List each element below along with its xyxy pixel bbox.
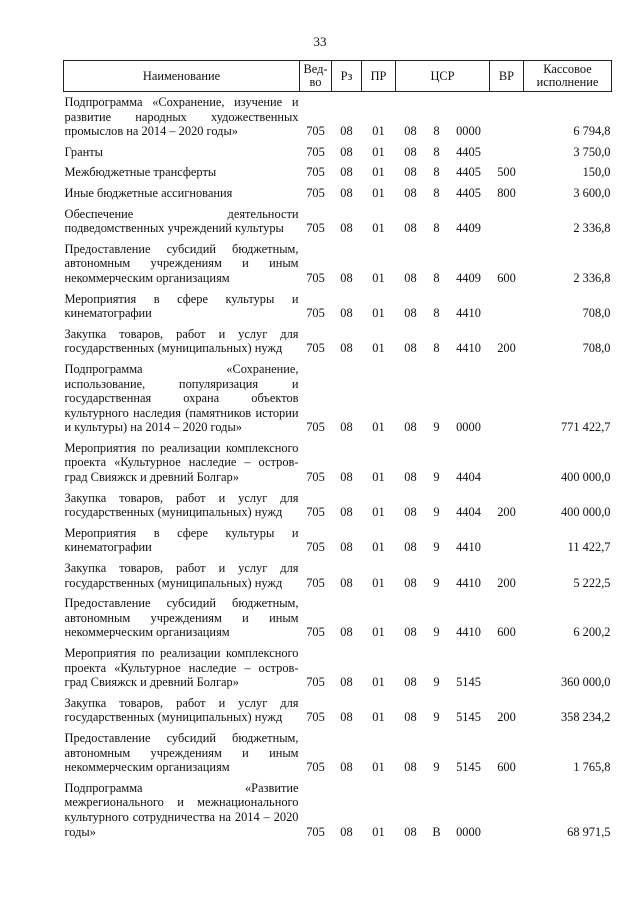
- cell-csr1: 08: [404, 505, 417, 520]
- cell-csr3: 4410: [456, 625, 481, 640]
- cell-pr: 01: [372, 185, 385, 200]
- cell-csr3: 4409: [456, 270, 481, 285]
- table-row: [64, 162, 612, 183]
- cell-pr: 01: [372, 710, 385, 725]
- table-row: [64, 92, 612, 142]
- cell-csr2: 8: [433, 221, 440, 236]
- cell-rz: 08: [340, 760, 353, 775]
- cell-csr2: 9: [433, 675, 440, 690]
- cell-rz: 08: [340, 185, 353, 200]
- cell-csr1: 08: [404, 540, 417, 555]
- cell-csr1: 08: [404, 124, 417, 139]
- cell-pr: 01: [372, 824, 385, 839]
- cell-amount: 6 200,2: [573, 625, 611, 640]
- cell-csr3: 4410: [456, 540, 481, 555]
- cell-pr: 01: [372, 341, 385, 356]
- cell-amount: 2 336,8: [573, 270, 611, 285]
- header-amount: Кассовое исполнение: [524, 61, 612, 92]
- cell-amount: 400 000,0: [560, 470, 611, 485]
- cell-csr2: 9: [433, 760, 440, 775]
- table-row: [64, 183, 612, 204]
- cell-rz: 08: [340, 341, 353, 356]
- table-row: [64, 593, 612, 643]
- cell-ved: 705: [306, 824, 325, 839]
- cell-csr2: 8: [433, 144, 440, 159]
- cell-name: Иные бюджетные ассигнования: [64, 185, 233, 200]
- table-row: [64, 728, 612, 778]
- cell-name: Предоставление субсидий бюджетным, автономным учреждениям и иным некоммерческим организациям: [64, 730, 299, 775]
- cell-ved: 705: [306, 221, 325, 236]
- cell-csr3: 4405: [456, 165, 481, 180]
- table-row: [64, 778, 612, 842]
- table-row: [64, 324, 612, 359]
- cell-ved: 705: [306, 575, 325, 590]
- cell-csr1: 08: [404, 420, 417, 435]
- cell-pr: 01: [372, 575, 385, 590]
- cell-csr2: 8: [433, 270, 440, 285]
- table-row: [64, 142, 612, 163]
- cell-ved: 705: [306, 675, 325, 690]
- cell-amount: 1 765,8: [573, 760, 611, 775]
- table-row: [64, 204, 612, 239]
- cell-csr1: 08: [404, 625, 417, 640]
- table-row: [64, 359, 612, 438]
- table-body: [64, 92, 612, 843]
- cell-rz: 08: [340, 270, 353, 285]
- cell-csr2: 9: [433, 625, 440, 640]
- cell-csr3: 4410: [456, 306, 481, 321]
- cell-csr3: 5145: [456, 760, 481, 775]
- cell-rz: 08: [340, 144, 353, 159]
- cell-rz: 08: [340, 165, 353, 180]
- cell-ved: 705: [306, 505, 325, 520]
- cell-csr2: 9: [433, 505, 440, 520]
- cell-csr1: 08: [404, 221, 417, 236]
- cell-name: Гранты: [64, 144, 103, 159]
- cell-ved: 705: [306, 124, 325, 139]
- cell-csr1: 08: [404, 824, 417, 839]
- cell-ved: 705: [306, 710, 325, 725]
- cell-amount: 68 971,5: [567, 824, 611, 839]
- cell-pr: 01: [372, 306, 385, 321]
- cell-csr1: 08: [404, 185, 417, 200]
- cell-ved: 705: [306, 625, 325, 640]
- table-row: [64, 523, 612, 558]
- cell-pr: 01: [372, 124, 385, 139]
- cell-rz: 08: [340, 575, 353, 590]
- cell-ved: 705: [306, 470, 325, 485]
- cell-amount: 11 422,7: [567, 540, 611, 555]
- cell-vr: [490, 142, 524, 163]
- cell-pr: 01: [372, 675, 385, 690]
- cell-ved: 705: [306, 270, 325, 285]
- cell-ved: 705: [306, 306, 325, 321]
- cell-csr3: 0000: [456, 124, 481, 139]
- cell-name: Мероприятия по реализации комплексного проекта «Культурное наследие – остров-град Свияжск и древний Болгар»: [64, 440, 299, 485]
- cell-pr: 01: [372, 625, 385, 640]
- table-row: [64, 693, 612, 728]
- cell-amount: 358 234,2: [560, 710, 611, 725]
- cell-vr: 600: [497, 270, 516, 285]
- cell-name: Закупка товаров, работ и услуг для государственных (муниципальных) нужд: [64, 695, 299, 725]
- cell-rz: 08: [340, 306, 353, 321]
- cell-csr3: 4409: [456, 221, 481, 236]
- cell-ved: 705: [306, 540, 325, 555]
- cell-csr1: 08: [404, 165, 417, 180]
- cell-pr: 01: [372, 420, 385, 435]
- cell-ved: 705: [306, 420, 325, 435]
- table-row: [64, 488, 612, 523]
- cell-amount: 6 794,8: [573, 124, 611, 139]
- cell-csr2: 9: [433, 710, 440, 725]
- cell-csr1: 08: [404, 675, 417, 690]
- cell-csr2: 9: [433, 420, 440, 435]
- cell-csr2: 8: [433, 165, 440, 180]
- cell-pr: 01: [372, 540, 385, 555]
- cell-pr: 01: [372, 760, 385, 775]
- cell-vr: [490, 778, 524, 842]
- cell-csr1: 08: [404, 710, 417, 725]
- cell-rz: 08: [340, 505, 353, 520]
- header-ved: Вед- во: [300, 61, 332, 92]
- cell-pr: 01: [372, 165, 385, 180]
- cell-vr: [490, 438, 524, 488]
- cell-amount: 150,0: [582, 165, 611, 180]
- table-row: [64, 558, 612, 593]
- cell-csr3: 4404: [456, 505, 481, 520]
- table-row: [64, 438, 612, 488]
- cell-csr3: 4404: [456, 470, 481, 485]
- cell-csr2: 8: [433, 124, 440, 139]
- cell-amount: 360 000,0: [560, 675, 611, 690]
- cell-vr: [490, 289, 524, 324]
- cell-ved: 705: [306, 341, 325, 356]
- cell-csr2: 8: [433, 341, 440, 356]
- cell-csr1: 08: [404, 575, 417, 590]
- cell-name: Межбюджетные трансферты: [64, 165, 217, 180]
- cell-pr: 01: [372, 505, 385, 520]
- cell-pr: 01: [372, 270, 385, 285]
- cell-rz: 08: [340, 124, 353, 139]
- budget-table: [63, 60, 612, 842]
- cell-vr: 600: [497, 625, 516, 640]
- cell-csr2: 9: [433, 575, 440, 590]
- header-rz: Рз: [332, 61, 362, 92]
- cell-ved: 705: [306, 144, 325, 159]
- table-header-row: [64, 61, 612, 92]
- cell-vr: [490, 523, 524, 558]
- cell-pr: 01: [372, 470, 385, 485]
- cell-name: Закупка товаров, работ и услуг для государственных (муниципальных) нужд: [64, 490, 299, 520]
- cell-csr2: 8: [433, 306, 440, 321]
- cell-amount: 5 222,5: [573, 575, 611, 590]
- cell-name: Подпрограмма «Развитие межрегионального и межнационального культурного сотрудничества на 2014 – 2020 годы»: [64, 780, 299, 839]
- cell-vr: [490, 204, 524, 239]
- cell-name: Закупка товаров, работ и услуг для государственных (муниципальных) нужд: [64, 561, 299, 590]
- cell-vr: 200: [497, 341, 516, 356]
- cell-name: Подпрограмма «Сохранение, использование, популяризация и государственная охрана объектов культурного наследия (памятников истории и культуры) на 2014 – 2020 годы»: [64, 361, 299, 435]
- cell-csr1: 08: [404, 470, 417, 485]
- cell-ved: 705: [306, 185, 325, 200]
- cell-amount: 3 750,0: [573, 144, 611, 159]
- cell-csr3: 4410: [456, 575, 481, 590]
- table-row: [64, 643, 612, 693]
- cell-rz: 08: [340, 221, 353, 236]
- cell-amount: 400 000,0: [560, 505, 611, 520]
- cell-csr2: В: [432, 824, 441, 839]
- cell-rz: 08: [340, 710, 353, 725]
- cell-csr1: 08: [404, 341, 417, 356]
- cell-csr1: 08: [404, 760, 417, 775]
- table-row: [64, 239, 612, 289]
- cell-amount: 771 422,7: [560, 420, 611, 435]
- cell-vr: 200: [497, 505, 516, 520]
- cell-pr: 01: [372, 144, 385, 159]
- cell-amount: 708,0: [582, 341, 611, 356]
- cell-amount: 3 600,0: [573, 185, 611, 200]
- cell-csr3: 4405: [456, 185, 481, 200]
- header-name: Наименование: [64, 61, 300, 92]
- cell-csr3: 0000: [456, 824, 481, 839]
- cell-name: Мероприятия в сфере культуры и кинематографии: [64, 291, 299, 321]
- cell-name: Предоставление субсидий бюджетным, автономным учреждениям и иным некоммерческим организациям: [64, 596, 299, 640]
- cell-ved: 705: [306, 760, 325, 775]
- cell-name: Предоставление субсидий бюджетным, автономным учреждениям и иным некоммерческим организациям: [64, 241, 299, 285]
- cell-name: Мероприятия в сфере культуры и кинематографии: [64, 525, 299, 555]
- cell-ved: 705: [306, 165, 325, 180]
- cell-csr3: 5145: [456, 710, 481, 725]
- cell-vr: [490, 359, 524, 438]
- cell-csr3: 5145: [456, 675, 481, 690]
- cell-vr: 200: [497, 710, 516, 725]
- cell-csr1: 08: [404, 270, 417, 285]
- header-vr: ВР: [490, 61, 524, 92]
- cell-csr3: 0000: [456, 420, 481, 435]
- cell-pr: 01: [372, 221, 385, 236]
- cell-rz: 08: [340, 470, 353, 485]
- cell-vr: 500: [497, 165, 516, 180]
- cell-rz: 08: [340, 625, 353, 640]
- header-pr: ПР: [362, 61, 396, 92]
- cell-rz: 08: [340, 675, 353, 690]
- table-row: [64, 289, 612, 324]
- cell-rz: 08: [340, 824, 353, 839]
- cell-csr1: 08: [404, 306, 417, 321]
- cell-amount: 2 336,8: [573, 221, 611, 236]
- cell-vr: 200: [497, 575, 516, 590]
- cell-csr2: 9: [433, 470, 440, 485]
- cell-vr: [490, 643, 524, 693]
- cell-name: Закупка товаров, работ и услуг для государственных (муниципальных) нужд: [64, 326, 299, 356]
- cell-csr1: 08: [404, 144, 417, 159]
- header-csr: ЦСР: [396, 61, 490, 92]
- cell-rz: 08: [340, 420, 353, 435]
- cell-vr: 600: [497, 760, 516, 775]
- cell-csr2: 9: [433, 540, 440, 555]
- cell-csr2: 8: [433, 185, 440, 200]
- cell-name: Подпрограмма «Сохранение, изучение и развитие народных художественных промыслов на 2014 – 2020 годы»: [64, 95, 299, 139]
- cell-vr: [490, 92, 524, 142]
- cell-name: Обеспечение деятельности подведомственных учреждений культуры: [64, 206, 299, 236]
- cell-amount: 708,0: [582, 306, 611, 321]
- cell-csr3: 4405: [456, 144, 481, 159]
- page-number: 33: [313, 34, 327, 49]
- cell-name: Мероприятия по реализации комплексного проекта «Культурное наследие – остров-град Свияжск и древний Болгар»: [64, 646, 299, 690]
- cell-vr: 800: [497, 185, 516, 200]
- cell-rz: 08: [340, 540, 353, 555]
- cell-csr3: 4410: [456, 341, 481, 356]
